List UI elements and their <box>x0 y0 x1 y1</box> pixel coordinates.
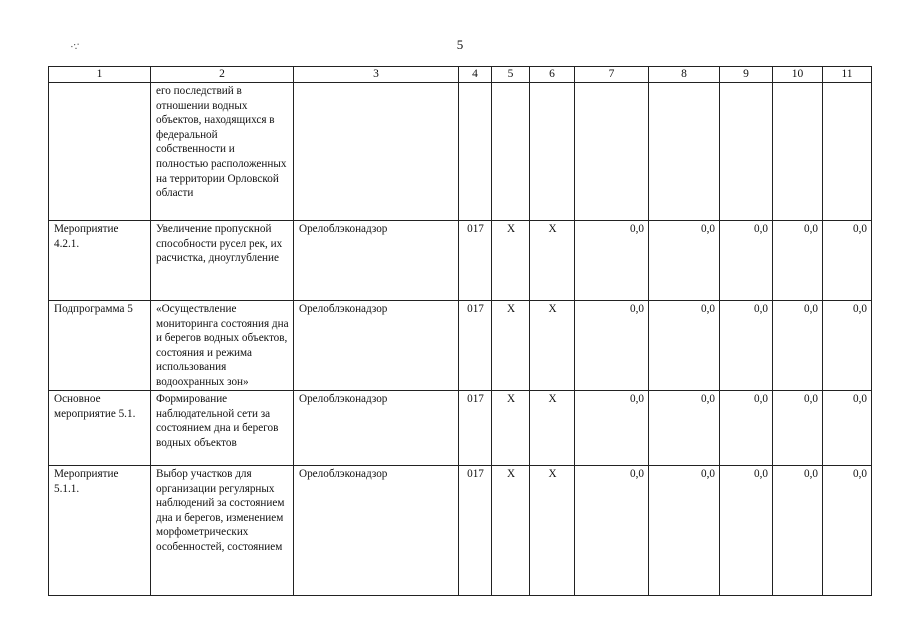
value-cell: 0,0 <box>823 466 872 596</box>
program-name-cell: Мероприятие 4.2.1. <box>49 221 151 301</box>
value-cell: 0,0 <box>823 221 872 301</box>
scan-artifact: ·:· <box>68 38 83 54</box>
column-header: 1 <box>49 67 151 83</box>
program-name-cell: Основное мероприятие 5.1. <box>49 391 151 466</box>
value-cell: 0,0 <box>720 466 773 596</box>
description-cell: Выбор участков для организации регулярных наблюдений за состоянием дна и берегов, изменением морфометрических особенностей, состоянием <box>151 466 294 596</box>
program-name-cell: Подпрограмма 5 <box>49 301 151 391</box>
code-cell: 017 <box>459 391 492 466</box>
responsible-cell: Орелоблэконадзор <box>294 221 459 301</box>
value-cell: 0,0 <box>823 391 872 466</box>
value-cell: 0,0 <box>649 301 720 391</box>
code-cell: 017 <box>459 466 492 596</box>
value-cell: 0,0 <box>823 301 872 391</box>
value-cell: 0,0 <box>649 221 720 301</box>
responsible-cell <box>294 83 459 221</box>
column-header: 6 <box>530 67 575 83</box>
value-cell: 0,0 <box>575 301 649 391</box>
code-cell <box>459 83 492 221</box>
value-cell <box>575 83 649 221</box>
program-name-cell <box>49 83 151 221</box>
budget-table <box>48 66 872 596</box>
mark-cell <box>530 83 575 221</box>
value-cell: 0,0 <box>575 466 649 596</box>
table-row <box>49 391 872 466</box>
value-cell: 0,0 <box>773 301 823 391</box>
value-cell: 0,0 <box>773 391 823 466</box>
value-cell: 0,0 <box>773 466 823 596</box>
mark-cell: Х <box>530 391 575 466</box>
code-cell: 017 <box>459 301 492 391</box>
mark-cell: Х <box>530 221 575 301</box>
table-row <box>49 83 872 221</box>
value-cell: 0,0 <box>720 301 773 391</box>
mark-cell: Х <box>530 466 575 596</box>
code-cell: 017 <box>459 221 492 301</box>
program-name-cell: Мероприятие 5.1.1. <box>49 466 151 596</box>
column-header: 11 <box>823 67 872 83</box>
responsible-cell: Орелоблэконадзор <box>294 391 459 466</box>
responsible-cell: Орелоблэконадзор <box>294 301 459 391</box>
column-header: 3 <box>294 67 459 83</box>
value-cell: 0,0 <box>720 391 773 466</box>
responsible-cell: Орелоблэконадзор <box>294 466 459 596</box>
table-row <box>49 221 872 301</box>
mark-cell: Х <box>492 221 530 301</box>
page-number: 5 <box>456 37 464 52</box>
value-cell: 0,0 <box>649 466 720 596</box>
table-row <box>49 466 872 596</box>
description-cell: Формирование наблюдательной сети за состоянием дна и берегов водных объектов <box>151 391 294 466</box>
column-header: 5 <box>492 67 530 83</box>
value-cell <box>823 83 872 221</box>
table-header-row <box>49 67 872 83</box>
mark-cell: Х <box>492 391 530 466</box>
column-header: 7 <box>575 67 649 83</box>
mark-cell: Х <box>492 466 530 596</box>
mark-cell: Х <box>492 301 530 391</box>
value-cell: 0,0 <box>649 391 720 466</box>
description-cell: Увеличение пропускной способности русел рек, их расчистка, дноуглубление <box>151 221 294 301</box>
description-cell: его последствий в отношении водных объектов, находящихся в федеральной собственности и полностью расположенных на территории Орловской области <box>151 83 294 221</box>
value-cell: 0,0 <box>575 221 649 301</box>
value-cell <box>773 83 823 221</box>
value-cell <box>649 83 720 221</box>
mark-cell: Х <box>530 301 575 391</box>
column-header: 8 <box>649 67 720 83</box>
value-cell: 0,0 <box>575 391 649 466</box>
value-cell: 0,0 <box>720 221 773 301</box>
column-header: 2 <box>151 67 294 83</box>
table-row <box>49 301 872 391</box>
description-cell: «Осуществление мониторинга состояния дна и берегов водных объектов, состояния и режима использования водоохранных зон» <box>151 301 294 391</box>
mark-cell <box>492 83 530 221</box>
value-cell <box>720 83 773 221</box>
column-header: 4 <box>459 67 492 83</box>
column-header: 10 <box>773 67 823 83</box>
column-header: 9 <box>720 67 773 83</box>
value-cell: 0,0 <box>773 221 823 301</box>
